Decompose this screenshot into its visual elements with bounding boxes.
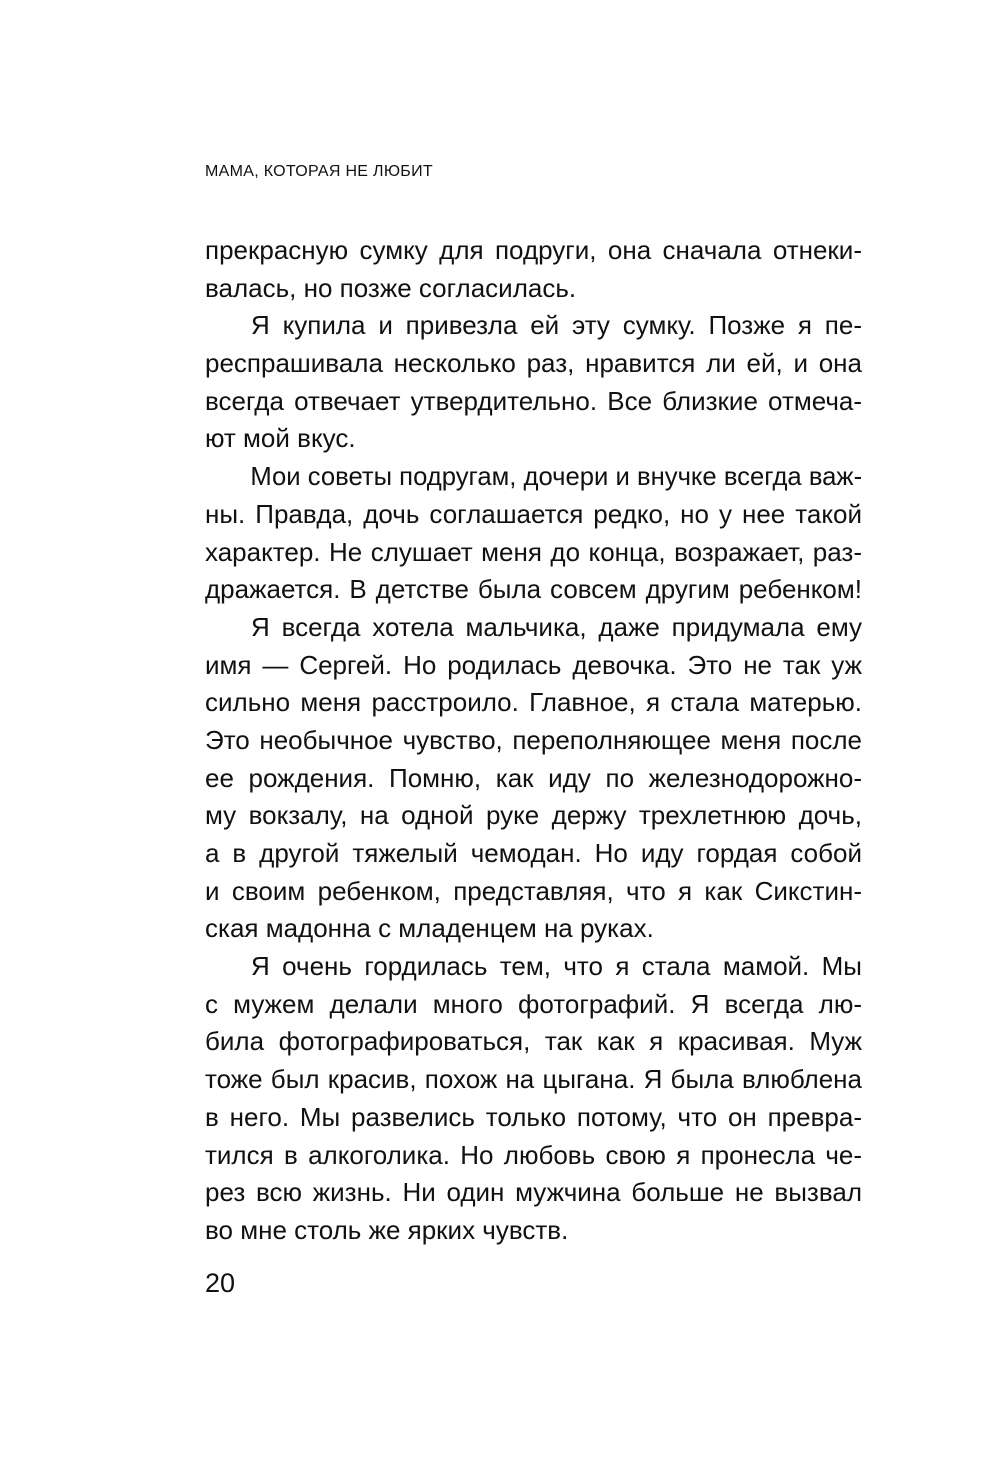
text-line: тоже был красив, похож на цыгана. Я была влюблена (205, 1064, 862, 1095)
text-line: ская мадонна с младенцем на руках. (205, 913, 654, 944)
text-line: прекрасную сумку для подруги, она сначала отнеки- (205, 235, 862, 265)
text-line: имя — Сергей. Но родилась девочка. Это не так уж (205, 649, 862, 680)
text-line: а в другой тяжелый чемодан. Но иду гордая собой (205, 838, 862, 868)
text-line: била фотографироваться, так как я красивая. Муж (205, 1026, 862, 1057)
text-line: валась, но позже согласилась. (205, 272, 577, 303)
text-line: ют мой вкус. (205, 423, 356, 454)
text-line: му вокзалу, на одной руке держу трехлетнюю дочь, (205, 800, 862, 831)
text-line: всегда отвечает утвердительно. Все близкие отмеча- (205, 385, 862, 416)
text-line: Я всегда хотела мальчика, даже придумала ему (251, 611, 862, 642)
text-line: сильно меня расстроило. Главное, я стала матерью. (205, 687, 862, 718)
text-line: во мне столь же ярких чувств. (205, 1214, 569, 1245)
text-line: респрашивала несколько раз, нравится ли ей, и она (205, 348, 862, 379)
text-line: рез всю жизнь. Ни один мужчина больше не вызвал (205, 1177, 862, 1208)
running-header: МАМА, КОТОРАЯ НЕ ЛЮБИТ (205, 163, 433, 180)
text-line: Мои советы подругам, дочери и внучке всегда важ- (250, 461, 863, 492)
text-line: ны. Правда, дочь соглашается редко, но у нее такой (205, 498, 862, 529)
text-line: тился в алкоголика. Но любовь свою я пронесла че- (205, 1139, 862, 1170)
text-line: дражается. В детстве была совсем другим ребенком! (205, 574, 862, 605)
text-line: ее рождения. Помню, как иду по железнодорожно- (205, 762, 862, 793)
text-line: и своим ребенком, представляя, что я как Сикстин- (205, 875, 862, 906)
text-line: с мужем делали много фотографий. Я всегда лю- (205, 988, 862, 1019)
page-number: 20 (205, 1268, 236, 1298)
text-line: характер. Не слушает меня до конца, возражает, раз- (205, 536, 862, 567)
text-line: Это необычное чувство, переполняющее меня после (205, 724, 862, 755)
text-line: в него. Мы развелись только потому, что он превра- (205, 1101, 862, 1132)
text-line: Я очень гордилась тем, что я стала мамой. Мы (251, 951, 862, 982)
body-text (205, 232, 862, 1250)
text-line: Я купила и привезла ей эту сумку. Позже я пе- (251, 310, 862, 341)
